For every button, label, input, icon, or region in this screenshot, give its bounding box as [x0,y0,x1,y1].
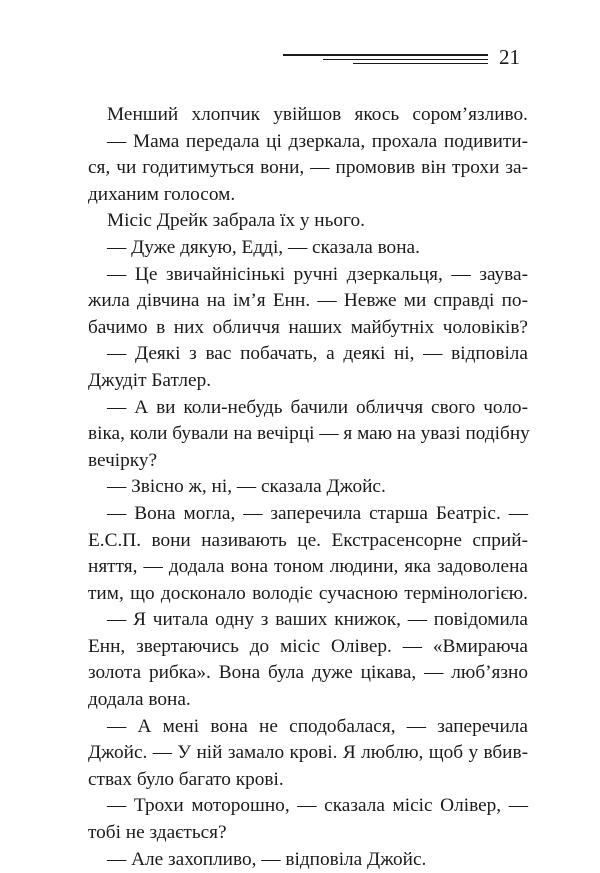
text-line: — Це звичайнісінькі ручні дзеркальця, — заува- [107,263,528,285]
text-line: — Деякі з вас побачать, а деякі ні, — відповіла [107,343,528,365]
page-number: 21 [499,45,520,69]
text-line: Е.С.П. вони називають це. Екстрасенсорне сприй- [88,529,528,551]
text-line: — Дуже дякую, Едді, — сказала вона. [107,236,420,258]
header-rule [323,59,488,60]
text-line: Менший хлопчик увійшов якось сором’язливо. [107,104,528,125]
text-line: тим, що досконало володіє сучасною термінологією. [88,582,528,604]
text-line: ся, чи годитимуться вони, — промовив він трохи за- [88,157,528,179]
text-line: диханим голосом. [88,183,236,205]
text-line: — Вона могла, — заперечила старша Беатріс. — [107,502,528,524]
page-header [283,44,523,70]
text-line: Джойс. — У ній замало крові. Я люблю, щоб у вбив- [88,742,528,764]
text-line: няття, — додала вона тоном людини, яка задоволена [88,556,528,578]
text-line: — Звісно ж, ні, — сказала Джойс. [107,476,386,498]
text-line: жила дівчина на ім’я Енн. — Невже ми справді по- [88,290,528,312]
text-line: ствах було багато крові. [88,768,284,790]
text-line: додала вона. [88,689,191,711]
text-line: — Але захопливо, — відповіла Джойс. [107,848,427,870]
text-line: — Мама передала ці дзеркала, прохала подивити- [107,130,528,152]
text-line: Енн, звертаючись до місіс Олівер. — «Вмираюча [88,635,528,657]
text-line: — А мені вона не сподобалася, — заперечила [107,715,528,737]
text-line: — Трохи моторошно, — сказала місіс Олівер, — [107,795,528,817]
text-line: віка, коли бували на вечірці — я маю на увазі подібну [88,423,530,445]
text-line: тобі не здається? [88,822,227,844]
header-rule [283,54,488,56]
body-text [88,102,528,873]
text-line: Джудіт Батлер. [88,369,212,391]
text-line: бачимо в них обличчя наших майбутніх чоловіків? [88,316,528,338]
text-line: Місіс Дрейк забрала їх у нього. [107,210,365,232]
text-line: вечірку? [88,449,158,471]
header-rule [353,63,488,64]
text-line: — Я читала одну з ваших книжок, — повідомила [107,609,528,631]
text-line: золота рибка». Вона була дуже цікава, — люб’язно [88,662,528,684]
text-line: — А ви коли-небудь бачили обличчя свого чоло- [107,396,528,418]
